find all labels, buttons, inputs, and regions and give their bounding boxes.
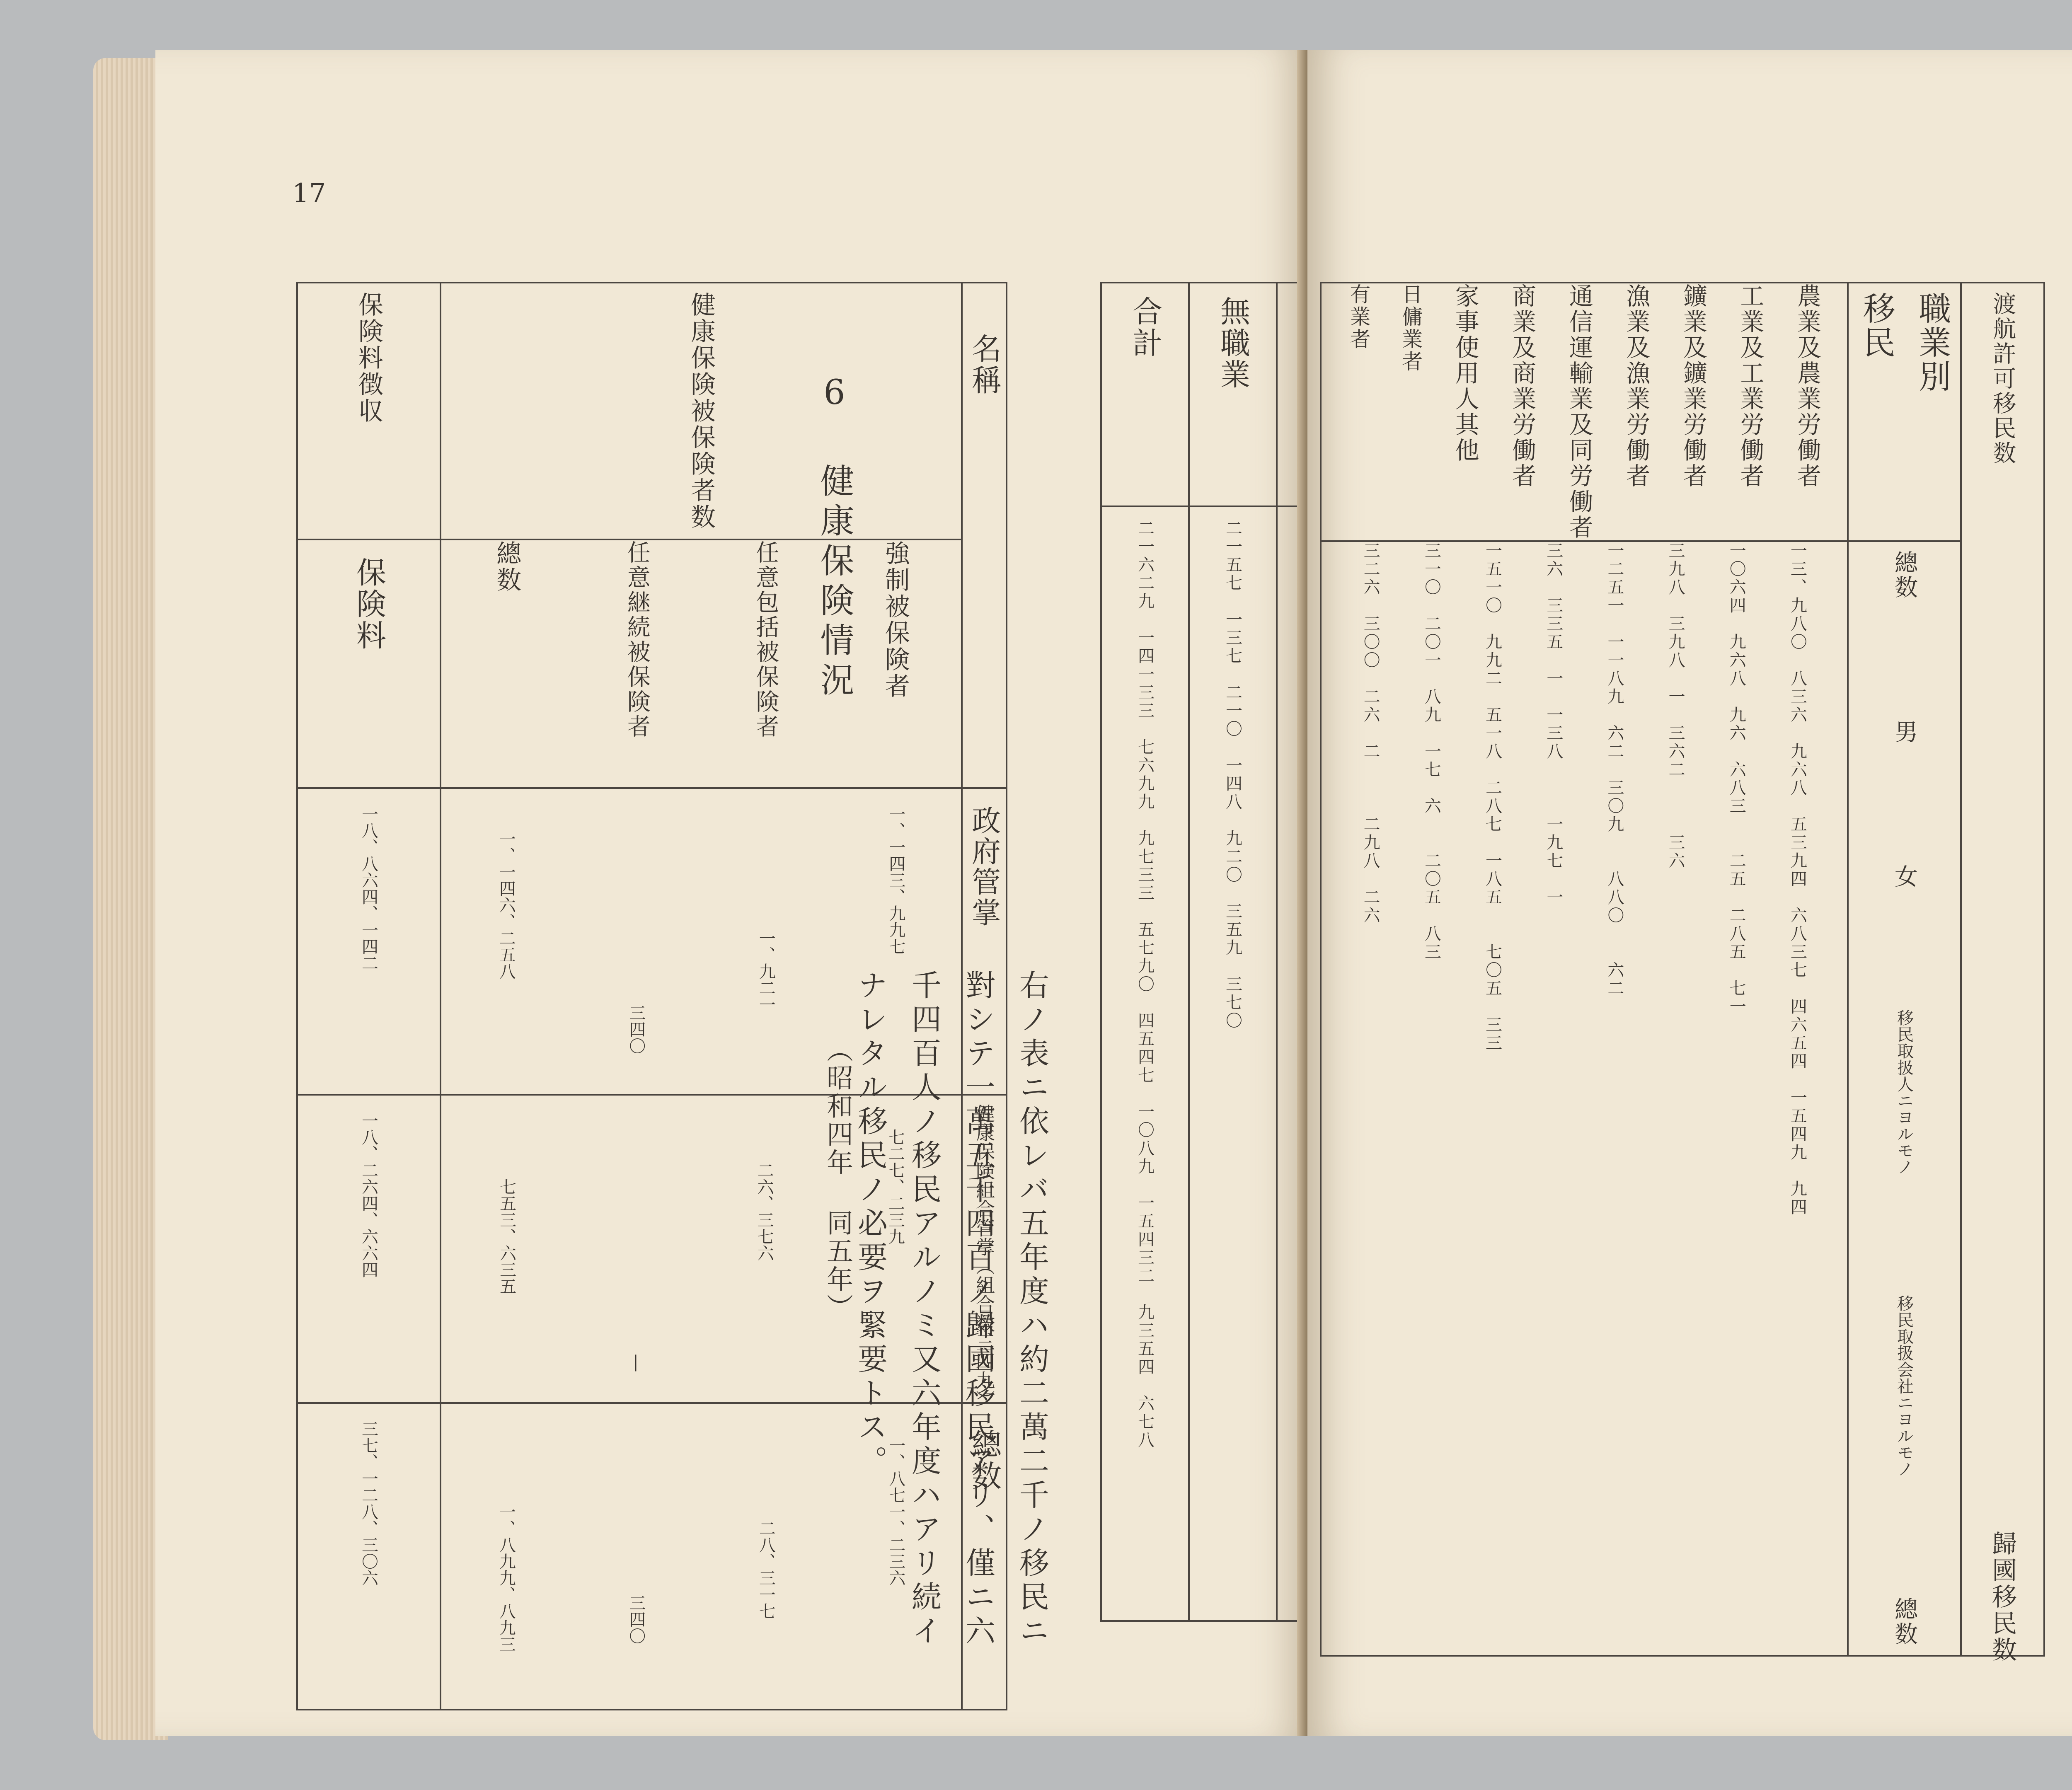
cat-unemployed: 無職業 [1215, 296, 1250, 390]
voluntary-continued-total: 三四〇 [626, 1594, 646, 1644]
vals-mining: 三九八 三九八 一 三六二 三六 [1666, 542, 1685, 907]
premium-government: 一八、八六四、一四二 [359, 806, 378, 971]
health-period: （昭和四年 同五年） [822, 1036, 853, 1322]
right-page [1307, 50, 2072, 1736]
occupation-6: 商業及商業労働者 [1508, 283, 1537, 489]
compulsory-total: 一、八七一、二三六 [886, 1437, 905, 1586]
sub-head-agent: 移民取扱人ニヨルモノ [1894, 1009, 1914, 1175]
sub-head-male-1: 男 [1891, 720, 1918, 745]
sub-head-female-1: 女 [1891, 864, 1918, 890]
occupation-8: 日傭業者 [1399, 283, 1423, 373]
occupation-9: 有業者 [1346, 283, 1371, 351]
page-number-left: 17 [292, 178, 326, 209]
premium-union: 一八、二六四、六六四 [359, 1112, 378, 1278]
total-total: 一、八九九、八九三 [496, 1503, 516, 1652]
migration-note: 右ノ表ニ依レバ五年度ハ約二萬二千ノ移民ニ對シテ一萬五千四百ノ歸國移民アリ、僅ニ六千四百人ノ移民アルノミ又六年度ハアリ続イナレタル移民ノ必要ヲ緊要トス。 [853, 970, 1049, 1649]
emigration-table [1320, 282, 2045, 1663]
sub-head-total-2: 總数 [1891, 1596, 1918, 1647]
vals-unemployed: 二一五七 一三七 二一〇 一四八 九二〇 三五九 三七〇 [1223, 520, 1242, 1048]
total-union: 七五三、六三五 [497, 1178, 516, 1294]
occupation-2: 工業及工業労働者 [1736, 283, 1765, 489]
vals-commerce: 一五一〇 九九二 五一八 二八七 一八五 七〇五 三三 [1483, 542, 1502, 1071]
cat-total: 合計 [1128, 296, 1162, 359]
col-head-occupation: 職業別 [1913, 292, 1951, 394]
voluntary-continued-government: 三四〇 [626, 1004, 646, 1054]
col-head-insured-count: 健康保険被保険者数 [687, 292, 716, 530]
group-head-permits: 渡航許可移民数 [1989, 292, 2016, 466]
compulsory-government: 一、一四三、九九七 [886, 806, 905, 955]
total-government: 一、一四六、二五八 [496, 830, 516, 980]
vals-domestic: 三一〇 二〇一 八九 一七 六 二〇五 八三 [1422, 542, 1441, 980]
col-head-premium: 保険料徴収 [354, 292, 383, 424]
voluntary-group-total: 二八、三一七 [756, 1520, 776, 1619]
premium-total: 三七、一二八、三〇六 [359, 1420, 378, 1586]
voluntary-continued-union: | [626, 1352, 645, 1372]
vals-total: 二一六二九 一四一三三 七六九九 九七三三 五七九〇 四五四七 一〇八九 一五四三二 九三五四 六七八 [1135, 520, 1155, 1449]
vals-transport: 三六 三三五 一 一三八 一九七 一 [1544, 542, 1563, 925]
vals-fishery: 一二五一 一一八九 六二 三〇九 八八〇 六二 [1605, 542, 1624, 1016]
sub-head-company: 移民取扱会社ニヨルモノ [1894, 1294, 1914, 1477]
compulsory-union: 七二七、二三九 [886, 1129, 905, 1245]
voluntary-group-government: 一、九二一 [756, 930, 776, 1013]
occupation-1: 農業及農業労働者 [1793, 283, 1821, 489]
row-label-total: 總数 [492, 540, 522, 593]
row-head-total: 總数 [967, 1429, 1002, 1492]
health-section-title: 6 健康保険情況 [815, 373, 854, 702]
occupation-7: 家事使用人其他 [1451, 283, 1479, 463]
occupation-4: 漁業及漁業労働者 [1622, 283, 1651, 489]
voluntary-group-union: 二六、三七六 [755, 1162, 774, 1261]
row-head-government: 政府管掌 [967, 806, 1001, 928]
row-label-voluntary-group: 任意包括被保険者 [752, 540, 779, 739]
col-head-emigrants: 移民 [1857, 292, 1895, 360]
row-label-voluntary-continued: 任意継続被保険者 [623, 540, 651, 739]
group-head-returned: 歸國移民数 [1988, 1531, 2017, 1663]
vals-daily: 三二六 三〇〇 二六 二 二九八 二六 [1361, 542, 1380, 943]
row-head-name: 名稱 [967, 333, 1002, 396]
left-page [155, 50, 1307, 1736]
vals-agriculture: 一三、九八〇 八三六 九六八 五三九四 六八三七 四六五四 一五四九 九四 [1788, 542, 1807, 1235]
occupation-3: 鑛業及鑛業労働者 [1679, 283, 1707, 489]
open-book [93, 33, 2072, 1753]
row-label-premium: 保険料 [351, 557, 386, 651]
vals-industry: 一〇六四 九六八 九六 六八三 二五 二八五 七一 [1727, 542, 1746, 1034]
row-label-compulsory: 強制被保険者 [881, 540, 910, 699]
occupation-5: 通信運輸業及同労働者 [1565, 283, 1593, 540]
row-head-union: 健康保険組合管掌（組合数三四九） [973, 1104, 995, 1409]
sub-head-total: 總数 [1891, 550, 1918, 600]
